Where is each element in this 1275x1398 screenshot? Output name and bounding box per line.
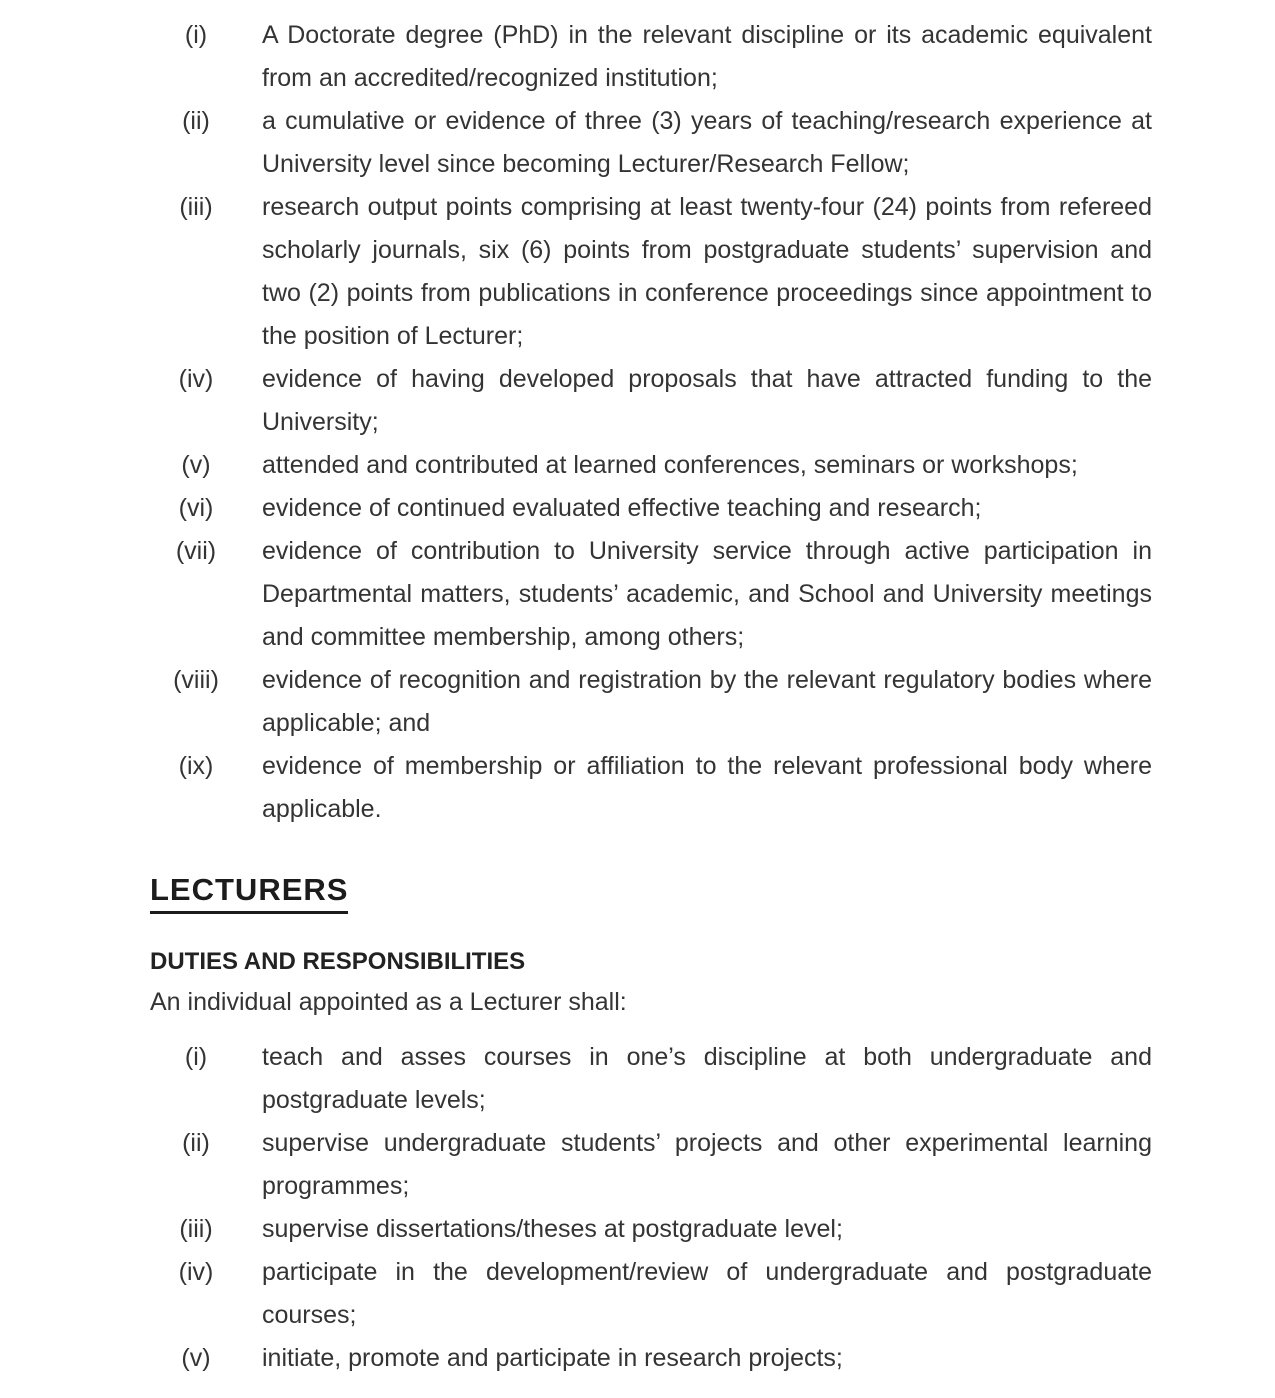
list-item <box>150 358 1152 444</box>
list-item-numeral: (vii) <box>175 537 217 565</box>
qualifications-list <box>150 14 1152 831</box>
list-item <box>150 1251 1152 1337</box>
list-item-numeral: (ii) <box>182 107 210 135</box>
list-item <box>150 745 1152 831</box>
list-item-numeral: (iv) <box>178 1258 214 1286</box>
list-item-numeral: (iv) <box>178 365 214 393</box>
list-item-text: evidence of membership or affiliation to the relevant professional body where applicable. <box>262 752 1152 823</box>
list-item-text: attended and contributed at learned conferences, seminars or workshops; <box>262 451 1078 479</box>
list-item <box>150 100 1152 186</box>
list-item-text: supervise dissertations/theses at postgraduate level; <box>262 1215 843 1243</box>
list-item <box>150 1036 1152 1122</box>
list-item-text: evidence of continued evaluated effective teaching and research; <box>262 494 982 522</box>
section-heading-text: LECTURERS <box>150 872 348 914</box>
list-item-text: evidence of recognition and registration by the relevant regulatory bodies where applicable; and <box>262 666 1152 737</box>
list-item <box>150 1337 1152 1380</box>
list-item <box>150 14 1152 100</box>
list-item <box>150 530 1152 659</box>
list-item-text: initiate, promote and participate in research projects; <box>262 1344 843 1372</box>
list-item-numeral: (vi) <box>178 494 214 522</box>
list-item-numeral: (v) <box>181 451 211 479</box>
list-item-numeral: (ii) <box>182 1129 210 1157</box>
list-item-numeral: (v) <box>181 1344 211 1372</box>
list-item-text: a cumulative or evidence of three (3) years of teaching/research experience at University level since becoming Lecturer/Research Fellow; <box>262 107 1152 178</box>
list-item <box>150 1122 1152 1208</box>
list-item <box>150 186 1152 358</box>
section-heading <box>150 872 1152 914</box>
list-item-text: teach and asses courses in one’s discipline at both undergraduate and postgraduate levels; <box>262 1043 1152 1114</box>
list-item-numeral: (iii) <box>179 193 213 221</box>
list-item-text: research output points comprising at least twenty-four (24) points from refereed scholarly journals, six (6) points from postgraduate students’ supervision and two (2) points from publications in conference proceedings since appointment to the position of Lecturer; <box>262 193 1152 350</box>
duties-subheading: DUTIES AND RESPONSIBILITIES <box>150 948 526 975</box>
list-item-text: evidence of having developed proposals that have attracted funding to the University; <box>262 365 1152 436</box>
list-item <box>150 487 1152 530</box>
list-item <box>150 659 1152 745</box>
list-item-numeral: (iii) <box>179 1215 213 1243</box>
list-item-text: A Doctorate degree (PhD) in the relevant discipline or its academic equivalent from an accredited/recognized institution; <box>262 21 1152 92</box>
duties-list <box>150 1036 1152 1380</box>
list-item-text: supervise undergraduate students’ projects and other experimental learning programmes; <box>262 1129 1152 1200</box>
list-item <box>150 1208 1152 1251</box>
list-item-numeral: (i) <box>184 21 208 49</box>
list-item-numeral: (viii) <box>173 666 219 694</box>
list-item-text: evidence of contribution to University service through active participation in Departmental matters, students’ academic, and School and University meetings and committee membership, among others; <box>262 537 1152 651</box>
list-item-text: participate in the development/review of undergraduate and postgraduate courses; <box>262 1258 1152 1329</box>
list-item-numeral: (ix) <box>178 752 214 780</box>
list-item-numeral: (i) <box>184 1043 208 1071</box>
intro-text: An individual appointed as a Lecturer shall: <box>150 988 627 1016</box>
list-item <box>150 444 1152 487</box>
